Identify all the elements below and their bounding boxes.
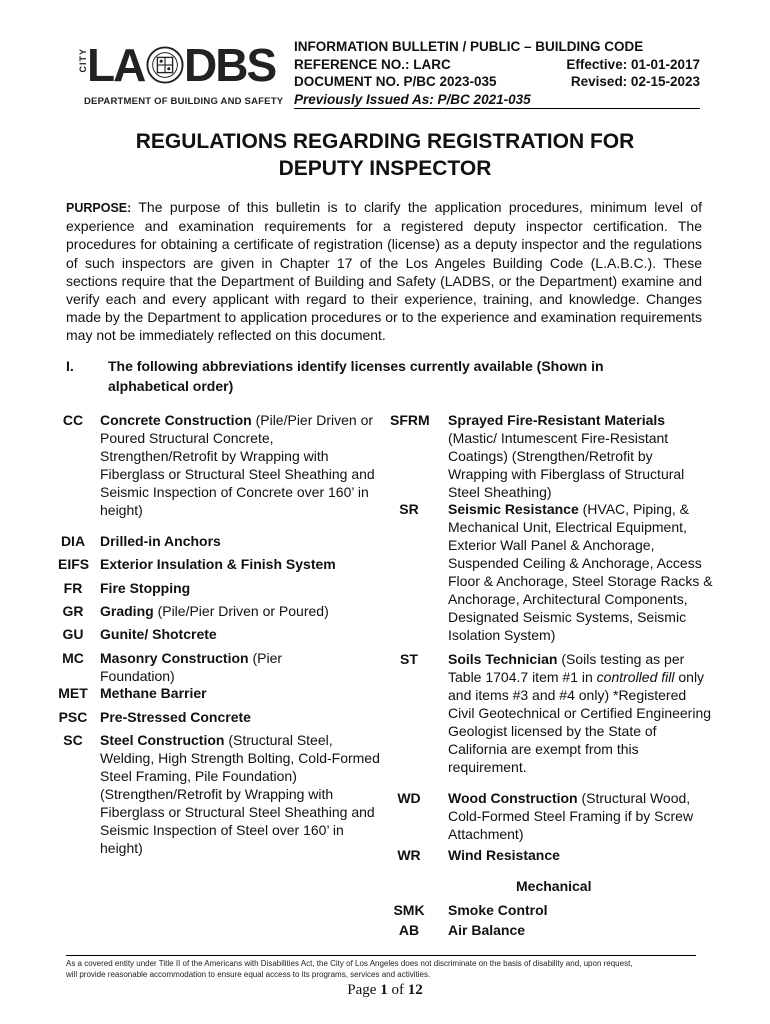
license-name: Methane Barrier bbox=[100, 685, 207, 701]
reference-number: REFERENCE NO.: LARC bbox=[294, 56, 451, 72]
purpose-paragraph bbox=[66, 198, 702, 345]
license-name: Soils Technician bbox=[448, 651, 558, 667]
document-number: DOCUMENT NO. P/BC 2023-035 bbox=[294, 74, 497, 89]
page-title bbox=[80, 128, 690, 182]
license-code: MET bbox=[58, 685, 88, 701]
bulletin-type: INFORMATION BULLETIN / PUBLIC – BUILDING CODE bbox=[294, 39, 644, 54]
license-detail-post: only and items #3 and #4 only) *Registered Civil Geotechnical or Certified Engineering Geologist licensed by the State of California are exempt from this requirement. bbox=[448, 669, 712, 775]
title-line-1: REGULATIONS REGARDING REGISTRATION FOR bbox=[135, 130, 635, 153]
title-line-2: DEPUTY INSPECTOR bbox=[278, 157, 492, 180]
license-code: MC bbox=[62, 650, 84, 666]
revised-date: Revised: 02-15-2023 bbox=[570, 74, 700, 89]
section-number: I. bbox=[66, 358, 74, 374]
license-name: Sprayed Fire-Resistant Materials bbox=[448, 412, 666, 428]
license-name: Masonry Construction bbox=[100, 650, 249, 666]
license-detail-pre: (Soils testing as per Table 1704.7 item #1 in bbox=[448, 651, 685, 685]
license-code: CC bbox=[62, 412, 84, 428]
page-number bbox=[0, 982, 770, 999]
page-label: Page bbox=[347, 982, 377, 998]
license-code: WD bbox=[397, 790, 421, 806]
bulletin-header bbox=[294, 38, 700, 108]
header-divider bbox=[294, 108, 700, 109]
page-current: 1 bbox=[380, 982, 388, 998]
license-name: Drilled-in Anchors bbox=[100, 533, 221, 549]
license-code: PSC bbox=[58, 709, 88, 725]
license-name: Grading bbox=[100, 603, 154, 619]
license-detail-italic: controlled fill bbox=[596, 669, 675, 685]
license-name: Wood Construction bbox=[448, 790, 578, 806]
purpose-label: PURPOSE: bbox=[66, 201, 132, 215]
ladbs-logo bbox=[78, 39, 284, 112]
page-of: of bbox=[391, 982, 404, 998]
ada-notice-line-2: will provide reasonable accommodation to ensure equal access to its programs, services and activities. bbox=[66, 970, 431, 979]
license-code: AB bbox=[398, 922, 420, 938]
license-name: Fire Stopping bbox=[100, 580, 191, 596]
effective-date: Effective: 01-01-2017 bbox=[566, 56, 700, 72]
license-code: SR bbox=[399, 501, 419, 517]
license-code: DIA bbox=[60, 533, 86, 549]
license-code: WR bbox=[397, 847, 421, 863]
license-detail: (HVAC, Piping, & Mechanical Unit, Electrical Equipment, Exterior Wall Panel & Anchorage, Suspended Ceiling & Anchorage, Access Floor & Anchorage, Steel Storage Racks & Anchorage, Architectural Components, Designated Seismic Systems, Seismic Isolation System) bbox=[448, 501, 713, 643]
previously-issued: Previously Issued As: P/BC 2021-035 bbox=[294, 91, 531, 107]
purpose-text: The purpose of this bulletin is to clarify the application procedures, minimum level of experience and examination requirements for a registered deputy inspector certification. The procedures for obtaining a certificate of registration (license) as a deputy inspector and the regulations of such inspectors are given in Chapter 17 of the Los Angeles Building Code (L.A.B.C.). These sections require that the Department of Building and Safety (LADBS, or the Department) examine and verify each and every applicant with regard to their experience, training, and knowledge. Changes made by the Department to application procedures or to the experience and examination requirements may not be immediately reflected on this document. bbox=[66, 199, 702, 344]
license-name: Concrete Construction bbox=[100, 412, 252, 428]
city-seal-icon bbox=[146, 46, 184, 84]
logo-la-text: LA bbox=[87, 39, 145, 91]
license-name: Pre-Stressed Concrete bbox=[100, 709, 251, 725]
license-name: Air Balance bbox=[448, 922, 526, 938]
license-name: Wind Resistance bbox=[448, 847, 560, 863]
license-detail: (Mastic/ Intumescent Fire-Resistant Coatings) (Strengthen/Retrofit by Wrapping with Fiberglass of Structural Steel Sheathing) bbox=[448, 430, 685, 500]
logo-subtitle: DEPARTMENT OF BUILDING AND SAFETY bbox=[84, 96, 284, 107]
logo-dbs-text: DBS bbox=[184, 39, 276, 91]
section-text: The following abbreviations identify licenses currently available (Shown in alphabetical order) bbox=[108, 358, 604, 394]
license-detail: (Structural Steel, Welding, High Strength Bolting, Cold-Formed Steel Framing, Pile Foundation) (Strengthen/Retrofit by Wrapping with Fiberglass or Structural Steel Sheathing and Seismic Inspection of Steel over 160’ in height) bbox=[100, 732, 380, 856]
page-total: 12 bbox=[407, 982, 423, 998]
license-code: SFRM bbox=[390, 412, 430, 428]
license-name: Seismic Resistance bbox=[448, 501, 579, 517]
license-code: ST bbox=[400, 651, 418, 667]
license-code: SC bbox=[63, 732, 83, 748]
license-name: Exterior Insulation & Finish System bbox=[100, 556, 336, 572]
ada-notice bbox=[66, 958, 706, 980]
logo-city-text: CITY bbox=[78, 48, 88, 73]
license-name: Gunite/ Shotcrete bbox=[100, 626, 217, 642]
license-name: Smoke Control bbox=[448, 902, 548, 918]
mechanical-heading: Mechanical bbox=[516, 878, 592, 894]
footer-divider bbox=[66, 955, 696, 956]
license-detail: (Pile/Pier Driven or Poured) bbox=[157, 603, 329, 619]
license-detail: (Pile/Pier Driven or Poured Structural Concrete, Strengthen/Retrofit by Wrapping with Fiberglass or Structural Steel Sheathing and Seismic Inspection of Concrete over 160’ in height) bbox=[100, 412, 375, 518]
license-detail: (Pier Foundation) bbox=[100, 650, 283, 684]
license-code: GR bbox=[62, 603, 84, 619]
license-code: GU bbox=[62, 626, 84, 642]
license-detail: (Structural Wood, Cold-Formed Steel Framing if by Screw Attachment) bbox=[448, 790, 694, 842]
license-code: SMK bbox=[393, 902, 425, 918]
license-name: Steel Construction bbox=[100, 732, 225, 748]
ada-notice-line-1: As a covered entity under Title II of the Americans with Disabilities Act, the City of Los Angeles does not discriminate on the basis of disability and, upon request, bbox=[66, 959, 633, 968]
license-code: FR bbox=[63, 580, 83, 596]
license-code: EIFS bbox=[58, 556, 90, 572]
